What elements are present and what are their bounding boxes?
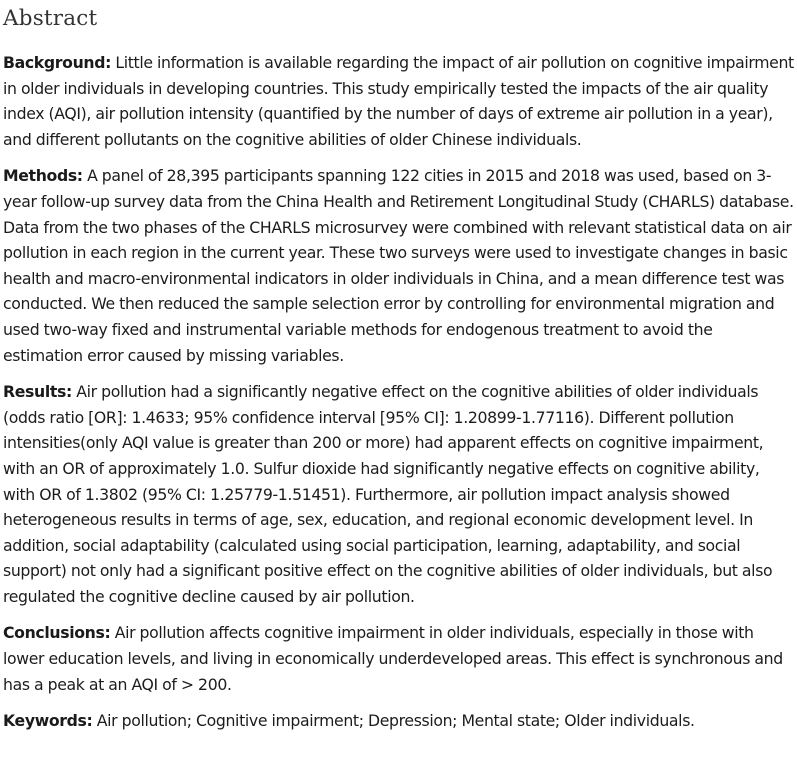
background-label: Background:: [3, 53, 112, 72]
keywords-section: [3, 708, 795, 734]
methods-label: Methods:: [3, 166, 83, 186]
keywords-label: Keywords:: [3, 711, 93, 731]
results-text: Air pollution had a significantly negative effect on the cognitive abilities of older individuals (odds ratio [OR]: 1.4633; 95% confidence interval [95% CI]: 1.20899-1.77116). Different pollution intensities(only AQI value is greater than 200 or more) had apparent effects on cognitive impairment, with an OR of approximately 1.0. Sulfur dioxide had significantly negative effects on cognitive ability, with OR of 1.3802 (95% CI: 1.25779-1.51451). Furthermore, air pollution impact analysis showed heterogeneous results in terms of age, sex, education, and regional economic development level. In addition, social adaptability (calculated using social participation, learning, adaptability, and social support) not only had a significant positive effect on the cognitive abilities of older individuals, but also regulated the cognitive decline caused by air pollution.: [3, 382, 773, 606]
keywords-text: Air pollution; Cognitive impairment; Depression; Mental state; Older individuals.: [96, 711, 695, 731]
methods-text: A panel of 28,395 participants spanning 122 cities in 2015 and 2018 was used, based on 3-year follow-up survey data from the China Health and Retirement Longitudinal Study (CHARLS) database. Data from the two phases of the CHARLS microsurvey were combined with relevant statistical data on air pollution in each region in the current year. These two surveys were used to investigate changes in basic health and macro-environmental indicators in older individuals in China, and a mean difference test was conducted. We then reduced the sample selection error by controlling for environmental migration and used two-way fixed and instrumental variable methods for endogenous treatment to avoid the estimation error caused by missing variables.: [3, 166, 794, 365]
background-text: Little information is available regarding the impact of air pollution on cognitive impairment in older individuals in developing countries. This study empirically tested the impacts of the air quality index (AQI), air pollution intensity (quantified by the number of days of extreme air pollution in a year), and different pollutants on the cognitive abilities of older Chinese individuals.: [3, 53, 794, 149]
results-section: [3, 379, 795, 609]
results-label: Results:: [3, 382, 72, 402]
conclusions-label: Conclusions:: [3, 623, 111, 643]
conclusions-section: [3, 620, 795, 697]
methods-section: [3, 163, 795, 368]
background-section: [3, 50, 795, 152]
abstract-heading: Abstract: [3, 6, 98, 31]
conclusions-text: Air pollution affects cognitive impairment in older individuals, especially in those with lower education levels, and living in economically underdeveloped areas. This effect is synchronous and has a peak at an AQI of > 200.: [3, 623, 783, 694]
